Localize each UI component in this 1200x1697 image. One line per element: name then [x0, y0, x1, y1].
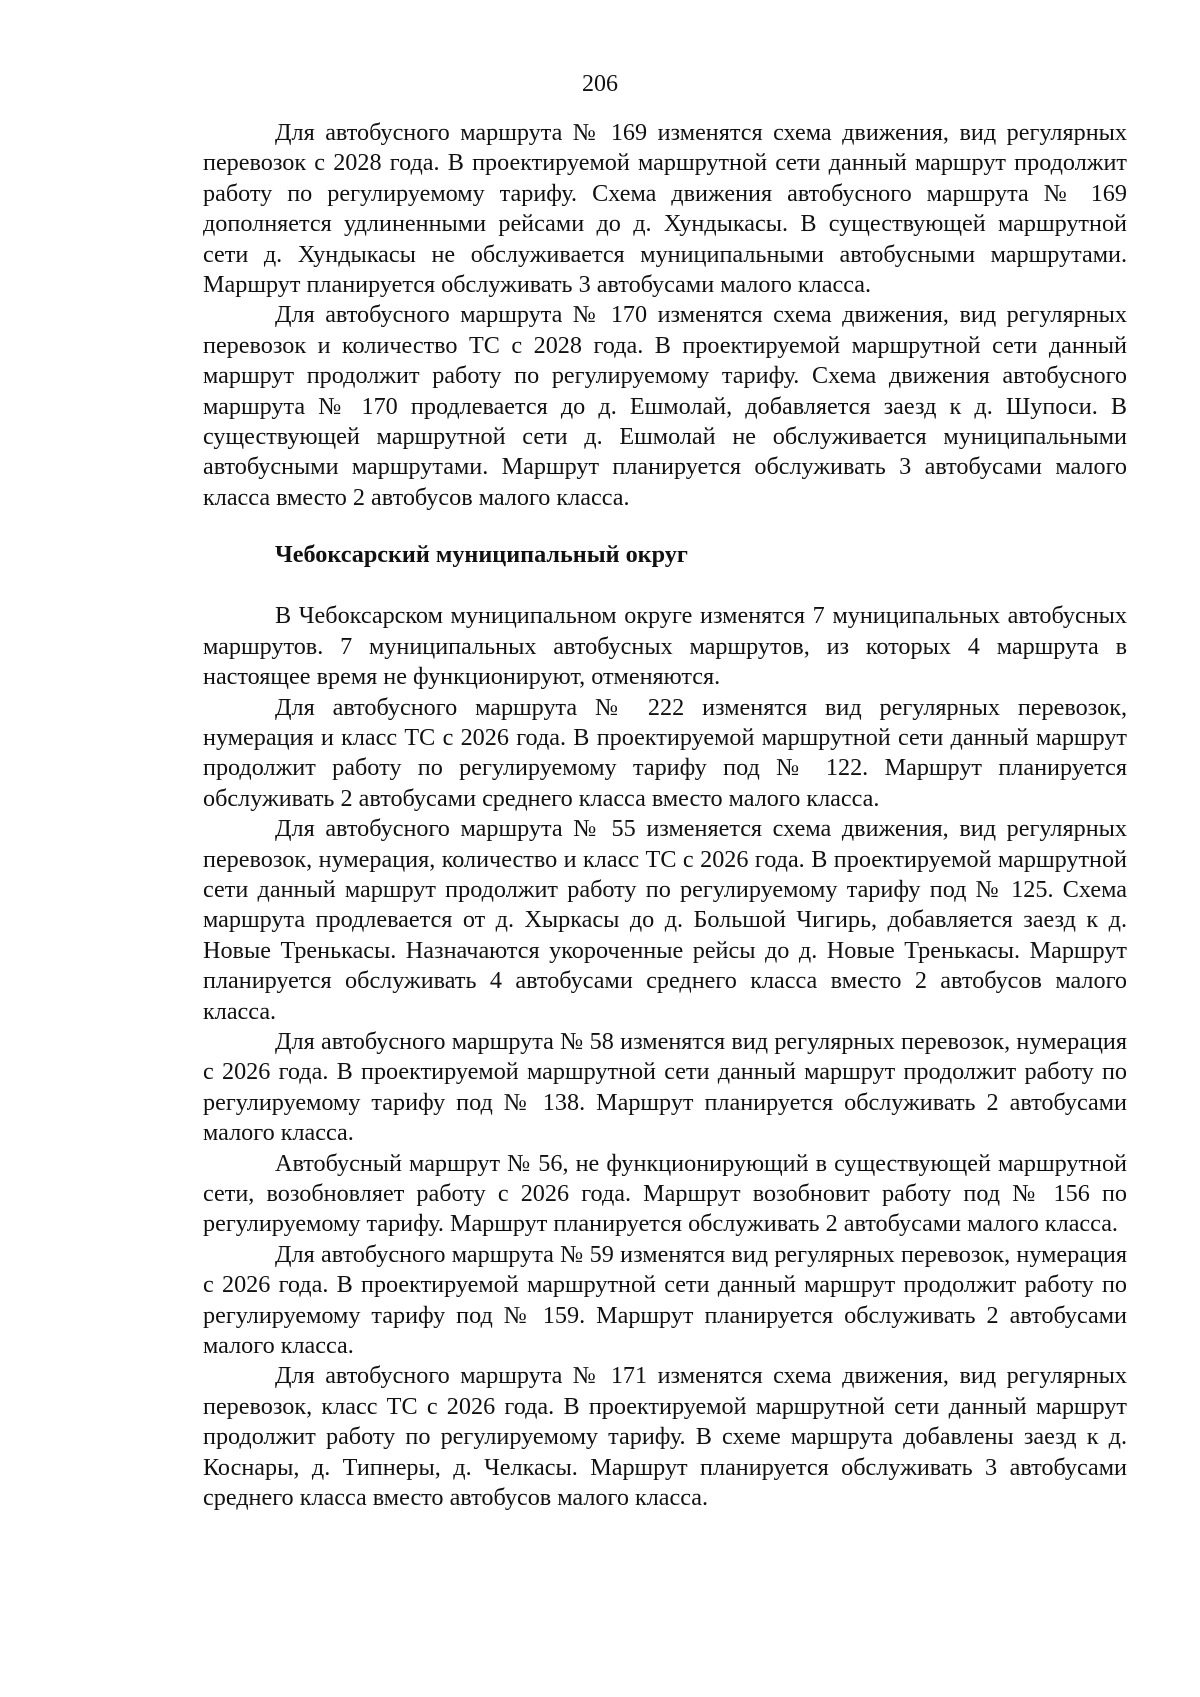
paragraph-route-171: Для автобусного маршрута № 171 изменятся схема движения, вид регулярных перевозок, класс ТС с 2026 года. В проектируемой маршрутной сети данный маршрут продолжит работу по регулируемому тарифу. В схеме маршрута добавлены заезд к д. Коснары, д. Типнеры, д. Челкасы. Маршрут планируется обслуживать 3 автобусами среднего класса вместо автобусов малого класса.: [203, 1362, 1127, 1512]
paragraph-route-59: Для автобусного маршрута № 59 изменятся вид регулярных перевозок, нумерация с 2026 года. В проектируемой маршрутной сети данный маршрут продолжит работу по регулируемому тарифу под № 159. Маршрут планируется обслуживать 2 автобусами малого класса.: [203, 1240, 1127, 1360]
paragraph-route-169: Для автобусного маршрута № 169 изменятся схема движения, вид регулярных перевозок с 2028 года. В проектируемой маршрутной сети данный маршрут продолжит работу по регулируемому тарифу. Схема движения автобусного маршрута № 169 дополняется удлиненными рейсами до д. Хундыкасы. В существующей маршрутной сети д. Хундыкасы не обслуживается муниципальными автобусными маршрутами. Маршрут планируется обслуживать 3 автобусами малого класса.: [203, 119, 1127, 299]
paragraph-route-55: Для автобусного маршрута № 55 изменяется схема движения, вид регулярных перевозок, нумерация, количество и класс ТС с 2026 года. В проектируемой маршрутной сети данный маршрут продолжит работу по регулируемому тарифу под № 125. Схема маршрута продлевается от д. Хыркасы до д. Большой Чигирь, добавляется заезд к д. Новые Тренькасы. Назначаются укороченные рейсы до д. Новые Тренькасы. Маршрут планируется обслуживать 4 автобусами среднего класса вместо 2 автобусов малого класса.: [203, 815, 1127, 1025]
paragraph-route-170: Для автобусного маршрута № 170 изменятся схема движения, вид регулярных перевозок и количество ТС с 2028 года. В проектируемой маршрутной сети данный маршрут продолжит работу по регулируемому тарифу. Схема движения автобусного маршрута № 170 продлевается до д. Ешмолай, добавляется заезд к д. Шупоси. В существующей маршрутной сети д. Ешмолай не обслуживается муниципальными автобусными маршрутами. Маршрут планируется обслуживать 3 автобусами малого класса вместо 2 автобусов малого класса.: [203, 301, 1127, 511]
page-number: 206: [582, 71, 618, 97]
paragraph-route-56: Автобусный маршрут № 56, не функционирующий в существующей маршрутной сети, возобновляет работу с 2026 года. Маршрут возобновит работу под № 156 по регулируемому тарифу. Маршрут планируется обслуживать 2 автобусами малого класса.: [203, 1149, 1127, 1238]
paragraph-route-58: Для автобусного маршрута № 58 изменятся вид регулярных перевозок, нумерация с 2026 года. В проектируемой маршрутной сети данный маршрут продолжит работу по регулируемому тарифу под № 138. Маршрут планируется обслуживать 2 автобусами малого класса.: [203, 1027, 1127, 1147]
paragraph-route-222: Для автобусного маршрута № 222 изменятся вид регулярных перевозок, нумерация и класс ТС с 2026 года. В проектируемой маршрутной сети данный маршрут продолжит работу по регулируемому тарифу под № 122. Маршрут планируется обслуживать 2 автобусами среднего класса вместо малого класса.: [203, 693, 1127, 812]
paragraph-district-summary: В Чебоксарском муниципальном округе изменятся 7 муниципальных автобусных маршрутов. 7 муниципальных автобусных маршрутов, из которых 4 маршрута в настоящее время не функционируют, отменяются.: [203, 602, 1127, 691]
page-content: [203, 118, 1127, 1513]
section-heading: Чебоксарский муниципальный округ: [275, 541, 688, 569]
